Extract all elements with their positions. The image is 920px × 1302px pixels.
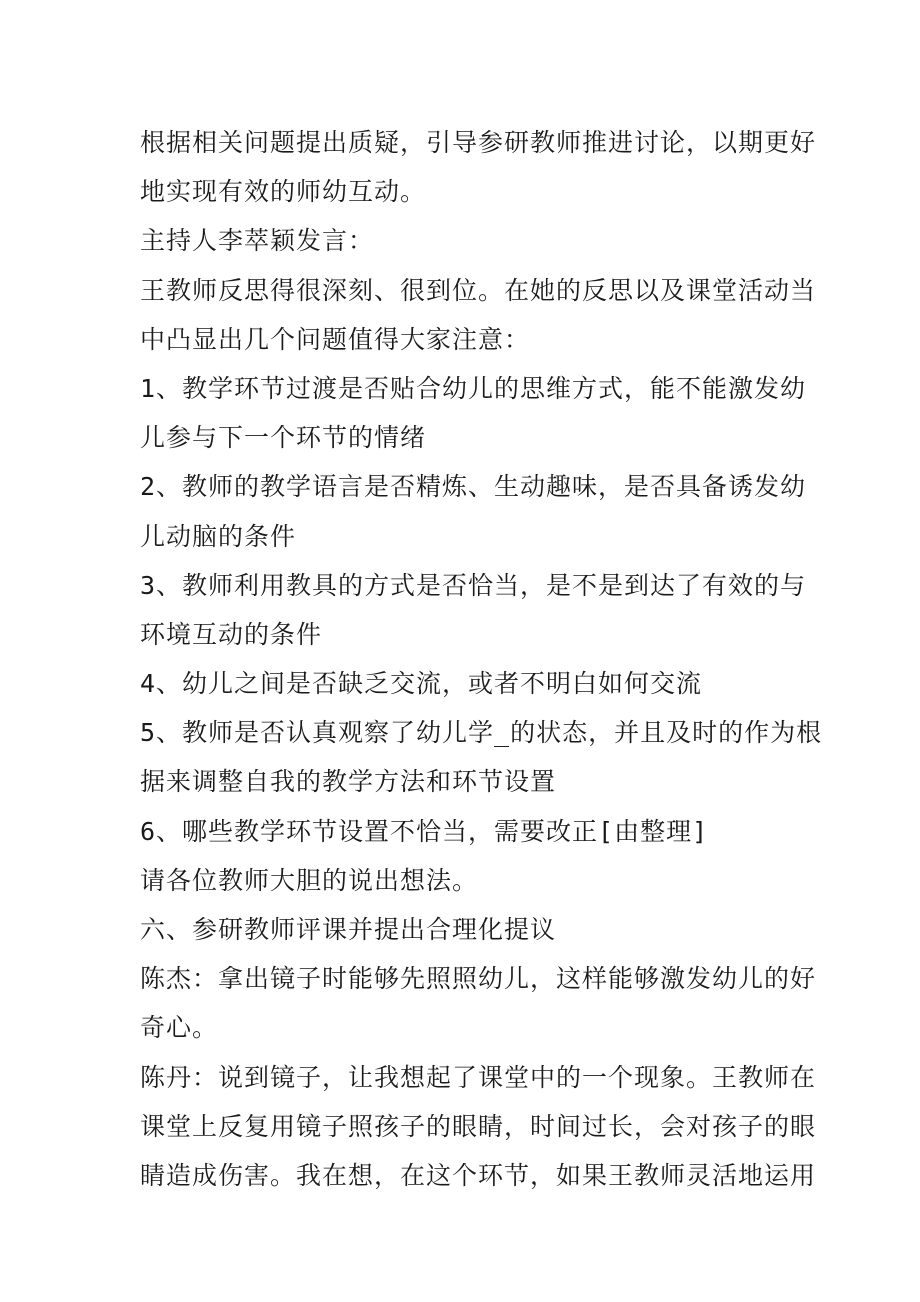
text-line: 睛造成伤害。我在想，在这个环节，如果王教师灵活地运用	[140, 1160, 817, 1190]
text-line: 5、教师是否认真观察了幼儿学_的状态，并且及时的作为根	[140, 718, 823, 748]
text-line: 环境互动的条件	[140, 619, 323, 649]
text-line: 主持人李萃颖发言：	[140, 226, 375, 256]
text-line: 6、哪些教学环节设置不恰当，需要改正[由整理]	[140, 816, 709, 846]
text-line: 请各位教师大胆的说出想法。	[140, 865, 479, 895]
text-line: 陈丹：说到镜子，让我想起了课堂中的一个现象。王教师在	[140, 1062, 817, 1092]
text-line: 3、教师利用教具的方式是否恰当，是不是到达了有效的与	[140, 570, 807, 600]
text-line: 2、教师的教学语言是否精炼、生动趣味，是否具备诱发幼	[140, 472, 807, 502]
text-line: 中凸显出几个问题值得大家注意：	[140, 324, 531, 354]
document-body	[140, 118, 823, 1200]
text-line: 根据相关问题提出质疑，引导参研教师推进讨论，以期更好	[140, 128, 817, 157]
text-line: 儿动脑的条件	[140, 521, 297, 551]
text-line: 1、教学环节过渡是否贴合幼儿的思维方式，能不能激发幼	[140, 373, 807, 403]
text-line: 课堂上反复用镜子照孩子的眼睛，时间过长，会对孩子的眼	[140, 1111, 817, 1141]
section-heading: 六、参研教师评课并提出合理化提议	[140, 915, 557, 944]
text-line: 奇心。	[140, 1013, 219, 1043]
text-line: 儿参与下一个环节的情绪	[140, 423, 427, 453]
text-line: 地实现有效的师幼互动。	[140, 177, 427, 207]
text-line: 陈杰：拿出镜子时能够先照照幼儿，这样能够激发幼儿的好	[140, 964, 817, 994]
text-line: 据来调整自我的教学方法和环节设置	[140, 767, 557, 797]
text-line: 王教师反思得很深刻、很到位。在她的反思以及课堂活动当	[140, 275, 817, 305]
text-line: 4、幼儿之间是否缺乏交流，或者不明白如何交流	[140, 669, 703, 699]
